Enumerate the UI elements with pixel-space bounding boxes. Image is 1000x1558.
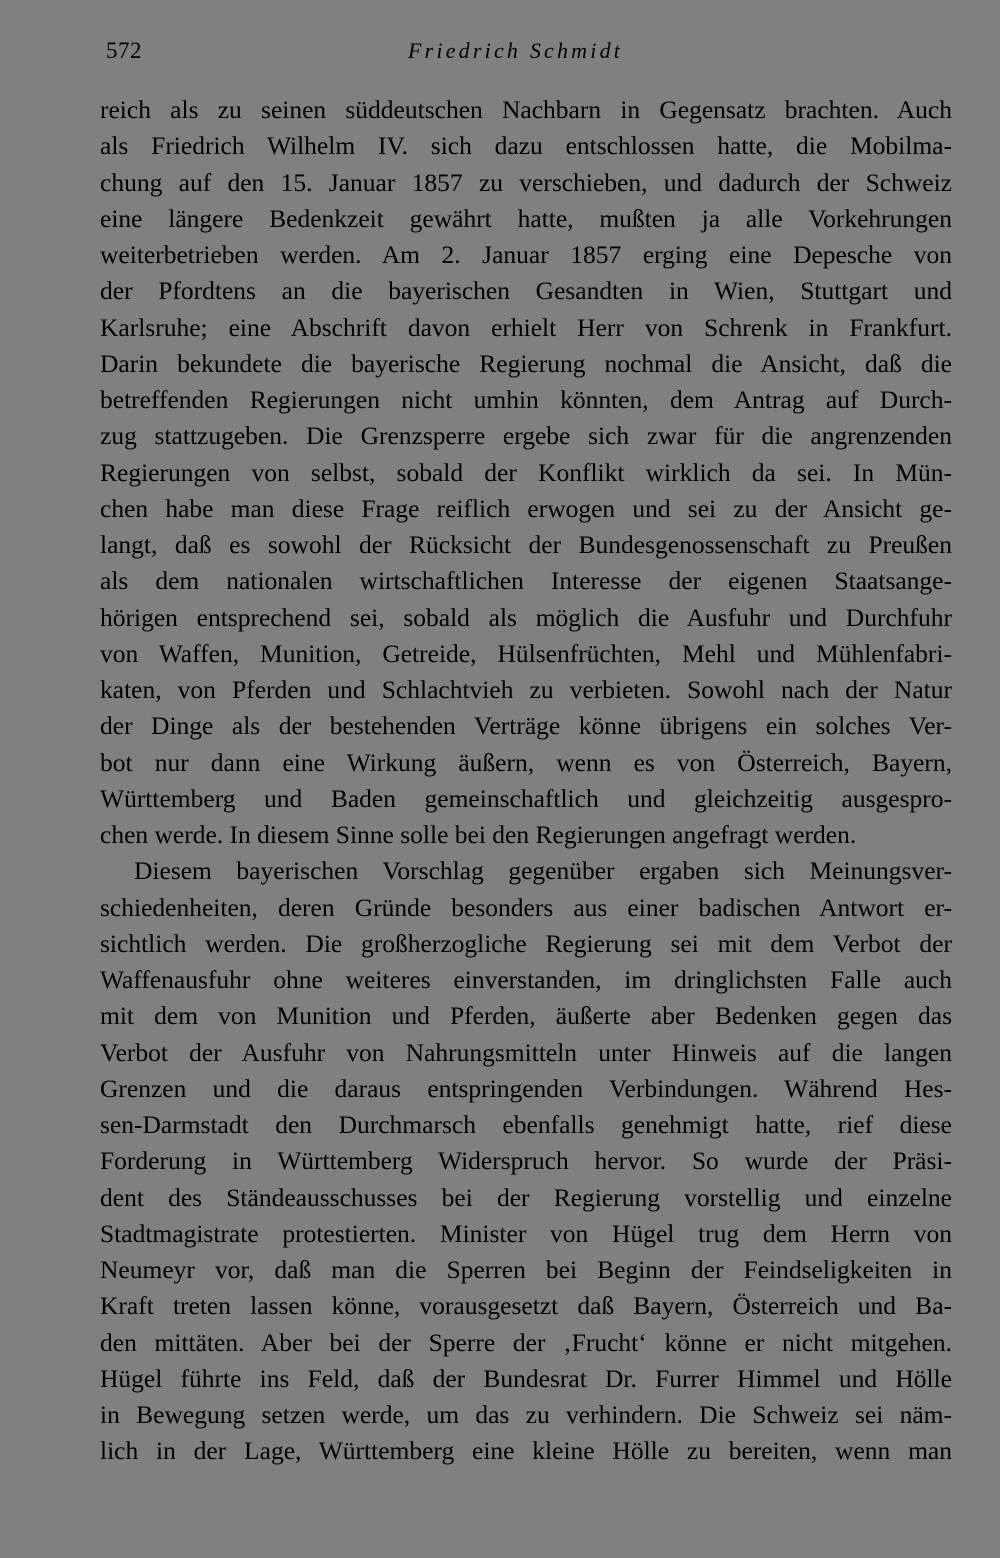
text-line: Württemberg und Baden gemeinschaftlich und gleichzeitig ausgespro-: [100, 783, 952, 813]
paragraph-1: [100, 92, 952, 853]
text-line: Kraft treten lassen könne, vorausgesetzt daß Bayern, Österreich und Ba-: [100, 1291, 952, 1321]
text-line: katen, von Pferden und Schlachtvieh zu verbieten. Sowohl nach der Natur: [100, 675, 952, 704]
text-line: den mittäten. Aber bei der Sperre der ‚Frucht‘ könne er nicht mitgehen.: [100, 1327, 952, 1357]
text-line: Karlsruhe; eine Abschrift davon erhielt Herr von Schrenk in Frankfurt.: [100, 312, 952, 342]
text-line: schiedenheiten, deren Gründe besonders aus einer badischen Antwort er-: [100, 892, 952, 922]
text-line: sichtlich werden. Die großherzogliche Regierung sei mit dem Verbot der: [100, 928, 952, 958]
text-line: chung auf den 15. Januar 1857 zu verschieben, und dadurch der Schweiz: [100, 167, 952, 197]
text-line: Hügel führte ins Feld, daß der Bundesrat Dr. Furrer Himmel und Hölle: [100, 1363, 952, 1393]
text-line: von Waffen, Munition, Getreide, Hülsenfrüchten, Mehl und Mühlenfabri-: [100, 638, 952, 668]
text-line: Neumeyr vor, daß man die Sperren bei Beginn der Feindseligkeiten in: [100, 1255, 952, 1284]
paragraph-2: [100, 853, 952, 1469]
text-line: der Pfordtens an die bayerischen Gesandten in Wien, Stuttgart und: [100, 276, 952, 306]
text-line: weiterbetrieben werden. Am 2. Januar 1857 erging eine Depesche von: [100, 240, 952, 269]
page-number: 572: [106, 38, 142, 63]
text-line: Stadtmagistrate protestierten. Minister von Hügel trug dem Herrn von: [100, 1218, 952, 1248]
text-line: mit dem von Munition und Pferden, äußerte aber Bedenken gegen das: [100, 1001, 952, 1031]
text-line: betreffenden Regierungen nicht umhin könnten, dem Antrag auf Durch-: [100, 385, 952, 414]
text-line: langt, daß es sowohl der Rücksicht der Bundesgenossenschaft zu Preußen: [100, 530, 952, 559]
text-line: als Friedrich Wilhelm IV. sich dazu entschlossen hatte, die Mobilma-: [100, 131, 952, 161]
text-line: bot nur dann eine Wirkung äußern, wenn es von Österreich, Bayern,: [100, 747, 952, 777]
text-line: eine längere Bedenkzeit gewährt hatte, mußten ja alle Vorkehrungen: [100, 203, 952, 233]
page-header: [104, 38, 952, 78]
text-line: zug stattzugeben. Die Grenzsperre ergebe sich zwar für die angrenzenden: [100, 421, 952, 451]
text-line: der Dinge als der bestehenden Verträge könne übrigens ein solches Ver-: [100, 711, 952, 741]
text-line: Darin bekundete die bayerische Regierung nochmal die Ansicht, daß die: [100, 348, 952, 378]
text-line: Grenzen und die daraus entspringenden Verbindungen. Während Hes-: [100, 1073, 952, 1103]
text-line: in Bewegung setzen werde, um das zu verhindern. Die Schweiz sei näm-: [100, 1400, 952, 1429]
text-line: chen habe man diese Frage reiflich erwogen und sei zu der Ansicht ge-: [100, 493, 952, 523]
text-line: Waffenausfuhr ohne weiteres einverstanden, im dringlichsten Falle auch: [100, 965, 952, 994]
running-head: Friedrich Schmidt: [408, 38, 624, 63]
text-line: Forderung in Württemberg Widerspruch hervor. So wurde der Präsi-: [100, 1146, 952, 1176]
text-line: als dem nationalen wirtschaftlichen Interesse der eigenen Staatsange-: [100, 566, 952, 596]
text-line: chen werde. In diesem Sinne solle bei den Regierungen angefragt werden.: [100, 820, 857, 849]
text-line: lich in der Lage, Württemberg eine kleine Hölle zu bereiten, wenn man: [100, 1436, 952, 1466]
body-text: [100, 92, 952, 1470]
text-line: sen-Darmstadt den Durchmarsch ebenfalls genehmigt hatte, rief diese: [100, 1110, 952, 1139]
text-line: hörigen entsprechend sei, sobald als möglich die Ausfuhr und Durchfuhr: [100, 602, 952, 632]
text-line: Diesem bayerischen Vorschlag gegenüber ergaben sich Meinungsver-: [134, 856, 952, 886]
text-line: reich als zu seinen süddeutschen Nachbarn in Gegensatz brachten. Auch: [100, 95, 952, 124]
text-line: Verbot der Ausfuhr von Nahrungsmitteln unter Hinweis auf die langen: [100, 1037, 952, 1067]
text-line: Regierungen von selbst, sobald der Konflikt wirklich da sei. In Mün-: [100, 457, 952, 487]
text-line: dent des Ständeausschusses bei der Regierung vorstellig und einzelne: [100, 1182, 952, 1212]
